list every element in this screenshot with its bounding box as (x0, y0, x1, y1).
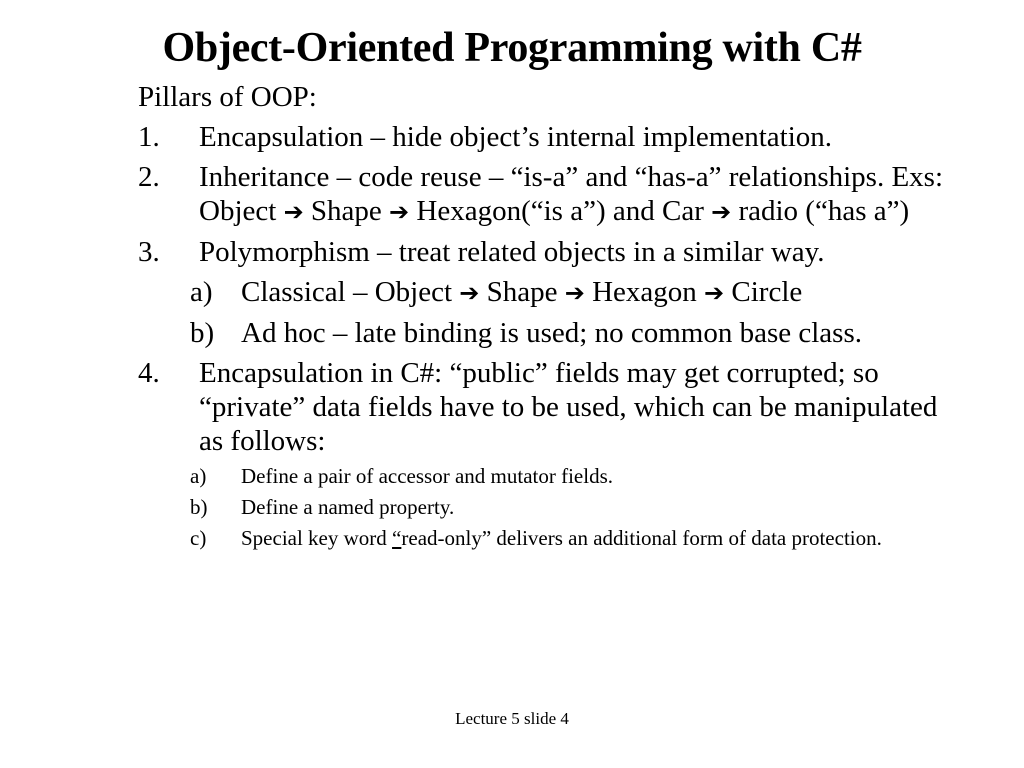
slide-footer: Lecture 5 slide 4 (455, 709, 569, 728)
right-arrow-icon: ➔ (711, 198, 732, 226)
sub-list-letter: b) (190, 317, 215, 349)
intro-text: Pillars of OOP: (138, 81, 317, 113)
sub-item-text: Define a named property. (241, 495, 455, 519)
list-item-text-part: Shape (303, 195, 390, 227)
list-item-3 (138, 235, 958, 269)
sub-item-4a (138, 464, 958, 489)
sub-list-letter: b) (190, 495, 208, 519)
list-item-text: Encapsulation in C#: “public” fields may get corrupted; so “private” data fields have to be used, which can be manipulated as follows: (199, 357, 938, 457)
sub-list-letter: a) (190, 276, 213, 308)
list-item-text: Encapsulation – hide object’s internal implementation. (199, 121, 833, 153)
list-item-text-part: Hexagon(“is a”) and Car (409, 195, 712, 227)
list-item-4 (138, 356, 958, 458)
list-number: 1. (138, 121, 160, 153)
list-item-text-part: radio (“has a”) (731, 195, 910, 227)
slide-title: Object-Oriented Programming with C# (162, 25, 862, 71)
right-arrow-icon: ➔ (704, 279, 725, 307)
right-arrow-icon: ➔ (459, 279, 480, 307)
sub-list-letter: a) (190, 464, 207, 488)
list-item-2 (138, 160, 958, 229)
slide-body (138, 80, 958, 557)
sub-item-text-part: Circle (724, 276, 803, 308)
list-item-text: Polymorphism – treat related objects in a similar way. (199, 236, 825, 268)
right-arrow-icon: ➔ (389, 198, 410, 226)
sub-item-4b (138, 495, 958, 520)
sub-item-4c (138, 526, 958, 551)
sub-item-3a (138, 275, 958, 310)
list-item-text-part: Inheritance – code reuse – “is-a” and “has-a” relationships. Exs: Object (199, 161, 944, 227)
right-arrow-icon: ➔ (283, 198, 304, 226)
right-arrow-icon: ➔ (564, 279, 585, 307)
sub-item-3b (138, 316, 958, 350)
sub-item-text: Ad hoc – late binding is used; no common base class. (241, 317, 862, 349)
sub-item-text-part: Classical – Object (241, 276, 460, 308)
sub-item-text-part: Shape (479, 276, 565, 308)
sub-item-text-part: Special key word (241, 526, 393, 550)
sub-item-text-part: read-only” delivers an additional form of data protection. (401, 526, 882, 550)
list-number: 4. (138, 357, 160, 389)
sub-item-text-part: Hexagon (584, 276, 705, 308)
list-number: 2. (138, 161, 160, 193)
sub-list-letter: c) (190, 526, 207, 550)
sub-item-text: Define a pair of accessor and mutator fields. (241, 464, 614, 488)
list-number: 3. (138, 236, 160, 268)
list-item-1 (138, 120, 958, 154)
underlined-quote-mark: “ (392, 526, 402, 550)
